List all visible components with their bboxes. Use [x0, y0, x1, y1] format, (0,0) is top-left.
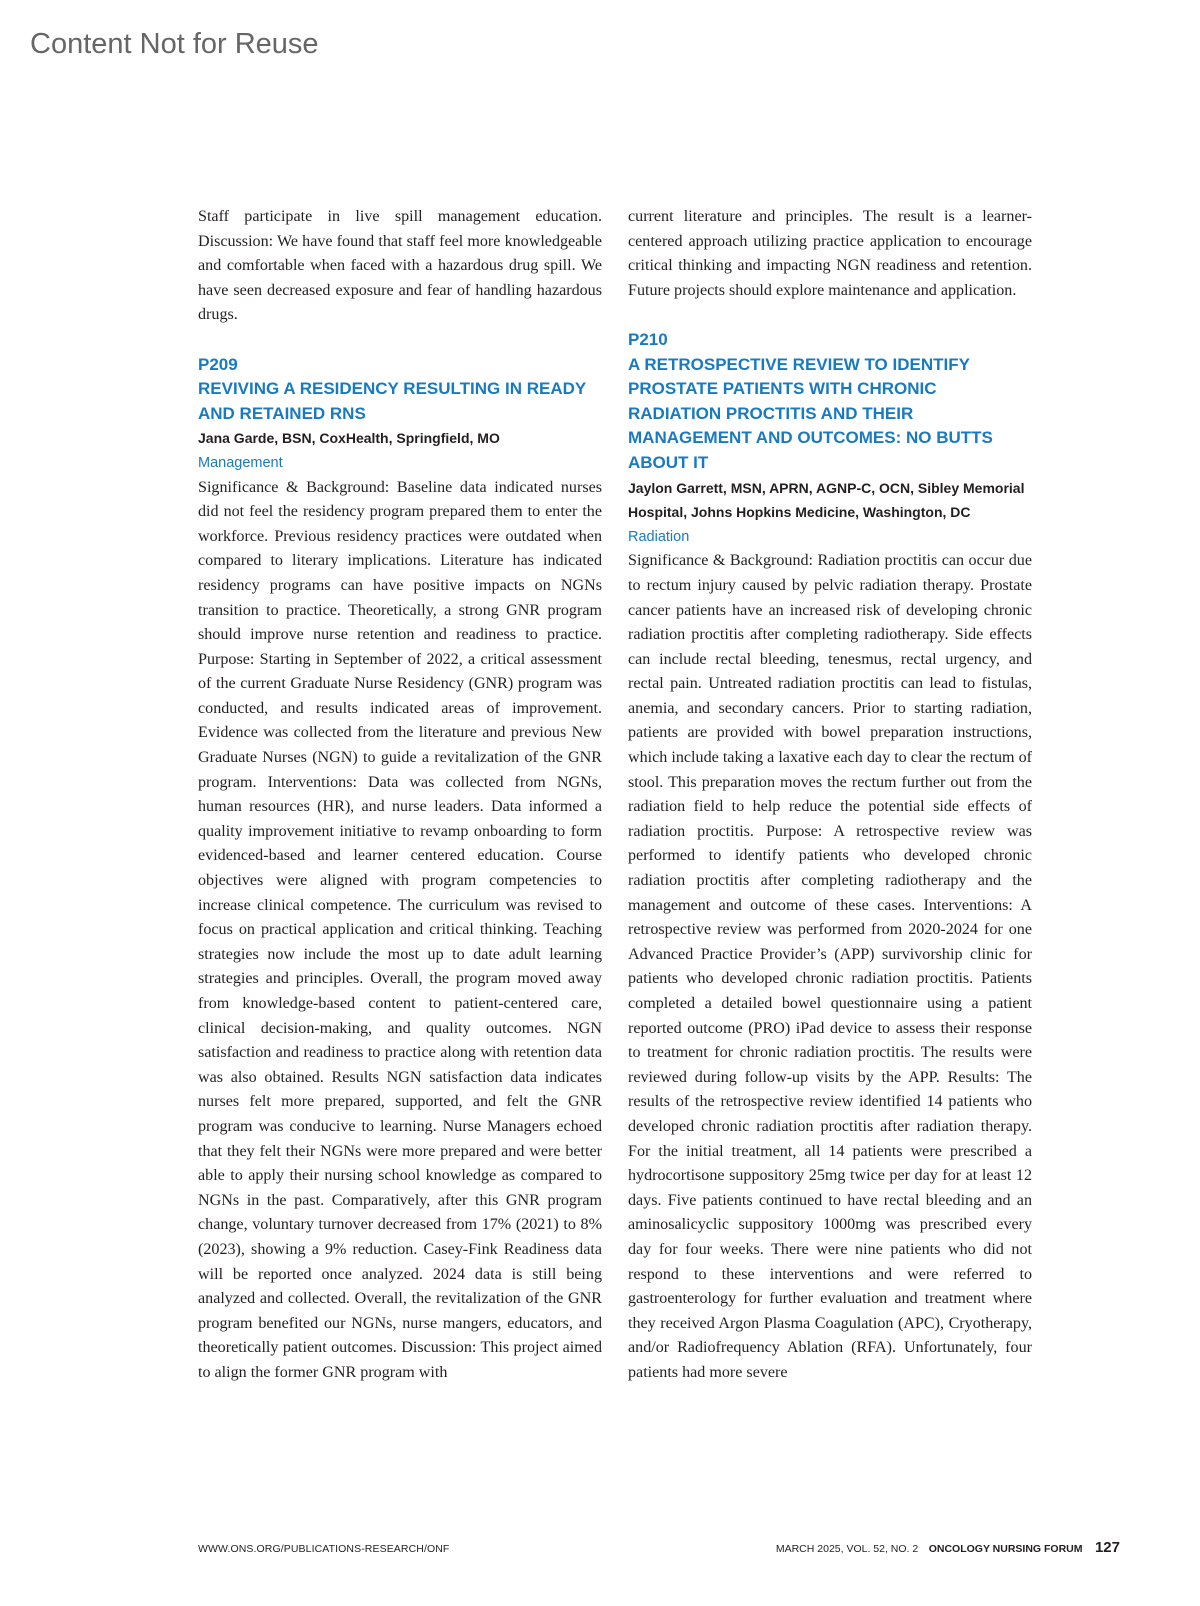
- watermark: Content Not for Reuse: [30, 28, 319, 60]
- right-continuation-text: current literature and principles. The result is a learner-centered approach utilizing practice application to encourage critical thinking and impacting NGN readiness and retention. Future projects should explore maintenance and application.: [628, 208, 1032, 299]
- author-line-p210: Jaylon Garrett, MSN, APRN, AGNP-C, OCN, Sibley Memorial Hospital, Johns Hopkins Medicine, Washington, DC: [628, 479, 1025, 521]
- abstract-body-p209: Significance & Background: Baseline data indicated nurses did not feel the residency program prepared them to enter the workforce. Previous residency practices were outdated when compared to literary implications. Literature has indicated residency programs can have positive impacts on NGNs transition to practice. Theoretically, a strong GNR program should improve nurse retention and readiness to practice. Purpose: Starting in September of 2022, a critical assessment of the current Graduate Nurse Residency (GNR) program was conducted, and results indicated areas of improvement. Evidence was collected from the literature and previous New Graduate Nurses (NGN) to guide a revitalization of the GNR program. Interventions: Data was collected from NGNs, human resources (HR), and nurse leaders. Data informed a quality improvement initiative to revamp onboarding to form evidenced-based and learner centered education. Course objectives were aligned with program competencies to increase clinical competence. The curriculum was revised to focus on practical application and critical thinking. Teaching strategies now include the most up to date adult learning strategies and principles. Overall, the program moved away from knowledge-based content to patient-centered care, clinical decision-making, and quality outcomes. NGN satisfaction and readiness to practice along with retention data was also obtained. Results NGN satisfaction data indicates nurses felt more prepared, supported, and felt the GNR program was conducive to learning. Nurse Managers echoed that they felt their NGNs were more prepared and were better able to apply their nursing school knowledge as compared to NGNs in the past. Comparatively, after this GNR program change, voluntary turnover decreased from 17% (2021) to 8% (2023), showing a 9% reduction. Casey-Fink Readiness data will be reported once analyzed. 2024 data is still being analyzed and collected. Overall, the revitalization of the GNR program benefited our NGNs, nurse mangers, educators, and theoretically patient outcomes. Discussion: This project aimed to align the former GNR program with: [198, 478, 602, 1381]
- left-continuation-text: Staff participate in live spill management education. Discussion: We have found that staff feel more knowledgeable and comfortable when faced with a hazardous drug spill. We have seen decreased exposure and fear of handling hazardous drugs.: [198, 208, 602, 324]
- abstract-id-p209: P209: [198, 354, 238, 374]
- footer-issue-info: [776, 1539, 1120, 1557]
- abstract-body-p210: Significance & Background: Radiation proctitis can occur due to rectum injury caused by pelvic radiation therapy. Prostate cancer patients have an increased risk of developing chronic radiation proctitis after completing radiotherapy. Side effects can include rectal bleeding, tenesmus, rectal urgency, and rectal pain. Untreated radiation proctitis can lead to fistulas, anemia, and secondary cancers. Prior to starting radiation, patients are provided with bowel preparation instructions, which include taking a laxative each day to clear the rectum of stool. This preparation moves the rectum further out from the radiation field to help reduce the potential side effects of radiation proctitis. Purpose: A retrospective review was performed to identify patients who developed chronic radiation proctitis after completing radiotherapy and the management and outcome of these cases. Interventions: A retrospective review was performed from 2020-2024 for one Advanced Practice Provider’s (APP) survivorship clinic for patients who developed chronic radiation proctitis. Patients completed a detailed bowel questionnaire using a patient reported outcome (PRO) iPad device to assess their response to treatment for chronic radiation proctitis. The results were reviewed during follow-up visits by the APP. Results: The results of the retrospective review identified 14 patients who developed chronic radiation proctitis after radiation therapy. For the initial treatment, all 14 patients were prescribed a hydrocortisone suppository 25mg twice per day for at least 12 days. Five patients continued to have rectal bleeding and an aminosalicyclic suppository 1000mg was prescribed every day for four weeks. There were nine patients who did not respond to these interventions and were referred to gastroenterology for further evaluation and treatment where they received Argon Plasma Coagulation (APC), Cryotherapy, and/or Radiofrequency Ablation (RFA). Unfortunately, four patients had more severe: [628, 552, 1032, 1381]
- category-p209: Management: [198, 454, 283, 471]
- author-line-p209: Jana Garde, BSN, CoxHealth, Springfield, MO: [198, 430, 500, 447]
- abstract-id-p210: P210: [628, 329, 668, 349]
- page-number: 127: [1094, 1539, 1120, 1556]
- abstract-title-p209: REVIVING A RESIDENCY RESULTING IN READY AND RETAINED RNS: [198, 379, 586, 423]
- left-column: [198, 205, 602, 1386]
- footer-issue: MARCH 2025, VOL. 52, NO. 2: [775, 1543, 919, 1555]
- footer-journal-name: ONCOLOGY NURSING FORUM: [928, 1543, 1083, 1555]
- abstract-title-p210: A RETROSPECTIVE REVIEW TO IDENTIFY PROSTATE PATIENTS WITH CHRONIC RADIATION PROCTITIS AND THEIR MANAGEMENT AND OUTCOMES: NO BUTTS ABOUT IT: [628, 354, 993, 472]
- category-p210: Radiation: [628, 528, 690, 545]
- footer-url[interactable]: WWW.ONS.ORG/PUBLICATIONS-RESEARCH/ONF: [198, 1543, 450, 1555]
- right-column: [628, 205, 1032, 1386]
